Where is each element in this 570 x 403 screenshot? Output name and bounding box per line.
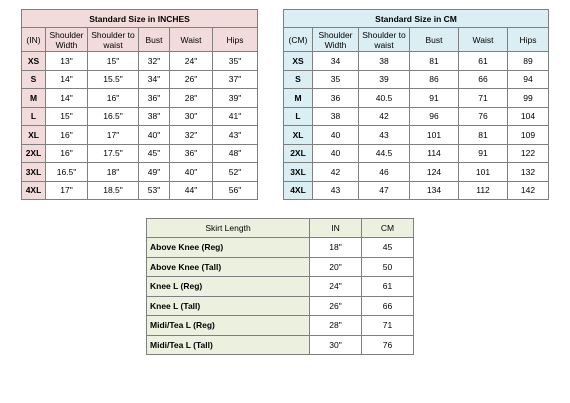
column-header: Waist bbox=[459, 28, 508, 52]
column-header: CM bbox=[362, 219, 414, 238]
size-label: 3XL bbox=[22, 163, 46, 182]
table-cell: 43 bbox=[359, 126, 410, 145]
table-cell: 30" bbox=[310, 335, 362, 355]
table-cell: 15" bbox=[88, 52, 139, 71]
size-label: L bbox=[22, 107, 46, 126]
table-cell: 17" bbox=[46, 181, 88, 200]
table-cell: 109 bbox=[508, 126, 549, 145]
size-label: XS bbox=[22, 52, 46, 71]
table-cell: 44" bbox=[170, 181, 213, 200]
table-cell: 52" bbox=[213, 163, 258, 182]
size-label: 3XL bbox=[284, 163, 313, 182]
table-cell: 124 bbox=[410, 163, 459, 182]
table-cell: 56" bbox=[213, 181, 258, 200]
table-cell: 42 bbox=[313, 163, 359, 182]
skirt-length-label: Midi/Tea L (Reg) bbox=[147, 316, 310, 336]
table-row bbox=[22, 52, 258, 71]
table-row bbox=[147, 296, 414, 316]
table-cell: 43 bbox=[313, 181, 359, 200]
column-header: Skirt Length bbox=[147, 219, 310, 238]
table-row bbox=[147, 335, 414, 355]
table-cell: 48" bbox=[213, 144, 258, 163]
table-cell: 40 bbox=[313, 126, 359, 145]
table-cell: 71 bbox=[459, 89, 508, 108]
table-cell: 18.5" bbox=[88, 181, 139, 200]
table-row bbox=[284, 144, 549, 163]
table-cell: 112 bbox=[459, 181, 508, 200]
table-cell: 53" bbox=[139, 181, 170, 200]
table-cell: 101 bbox=[459, 163, 508, 182]
table-row bbox=[147, 238, 414, 258]
size-label: M bbox=[284, 89, 313, 108]
column-header: Shoulder to waist bbox=[359, 28, 410, 52]
table-cell: 134 bbox=[410, 181, 459, 200]
table-cell: 24" bbox=[170, 52, 213, 71]
table-cell: 114 bbox=[410, 144, 459, 163]
table-cell: 76 bbox=[459, 107, 508, 126]
column-header: Shoulder to waist bbox=[88, 28, 139, 52]
size-label: XL bbox=[22, 126, 46, 145]
table-cell: 66 bbox=[459, 70, 508, 89]
size-label: 4XL bbox=[284, 181, 313, 200]
table-cell: 91 bbox=[410, 89, 459, 108]
table-cell: 18" bbox=[310, 238, 362, 258]
table-cell: 32" bbox=[170, 126, 213, 145]
table-cell: 122 bbox=[508, 144, 549, 163]
size-table-cm bbox=[283, 9, 549, 200]
size-label: S bbox=[22, 70, 46, 89]
table-cell: 45" bbox=[139, 144, 170, 163]
table-cell: 28" bbox=[170, 89, 213, 108]
table-cell: 36" bbox=[139, 89, 170, 108]
table-cell: 71 bbox=[362, 316, 414, 336]
column-header: IN bbox=[310, 219, 362, 238]
table-row bbox=[22, 70, 258, 89]
table-cell: 38" bbox=[139, 107, 170, 126]
size-label: XS bbox=[284, 52, 313, 71]
table-row bbox=[147, 257, 414, 277]
table-cell: 18" bbox=[88, 163, 139, 182]
table-cell: 16" bbox=[46, 126, 88, 145]
table-title: Standard Size in INCHES bbox=[22, 10, 258, 28]
size-label: XL bbox=[284, 126, 313, 145]
table-cell: 61 bbox=[362, 277, 414, 297]
table-cell: 38 bbox=[359, 52, 410, 71]
table-row bbox=[22, 107, 258, 126]
table-row bbox=[284, 52, 549, 71]
column-header: Hips bbox=[213, 28, 258, 52]
table-cell: 49" bbox=[139, 163, 170, 182]
table-cell: 40" bbox=[170, 163, 213, 182]
table-row bbox=[22, 163, 258, 182]
column-header: (CM) bbox=[284, 28, 313, 52]
skirt-length-label: Midi/Tea L (Tall) bbox=[147, 335, 310, 355]
table-cell: 39" bbox=[213, 89, 258, 108]
table-cell: 81 bbox=[459, 126, 508, 145]
table-cell: 42 bbox=[359, 107, 410, 126]
table-cell: 101 bbox=[410, 126, 459, 145]
table-cell: 34" bbox=[139, 70, 170, 89]
table-cell: 142 bbox=[508, 181, 549, 200]
table-row bbox=[284, 126, 549, 145]
table-cell: 26" bbox=[310, 296, 362, 316]
table-row bbox=[147, 277, 414, 297]
column-header: Shoulder Width bbox=[46, 28, 88, 52]
table-cell: 30" bbox=[170, 107, 213, 126]
table-cell: 81 bbox=[410, 52, 459, 71]
table-row bbox=[22, 144, 258, 163]
size-table-inches bbox=[21, 9, 258, 200]
column-header: Waist bbox=[170, 28, 213, 52]
size-label: 2XL bbox=[22, 144, 46, 163]
table-cell: 17.5" bbox=[88, 144, 139, 163]
table-row bbox=[284, 89, 549, 108]
table-cell: 38 bbox=[313, 107, 359, 126]
table-cell: 50 bbox=[362, 257, 414, 277]
table-cell: 40.5 bbox=[359, 89, 410, 108]
table-cell: 86 bbox=[410, 70, 459, 89]
skirt-length-label: Knee L (Tall) bbox=[147, 296, 310, 316]
table-cell: 15.5" bbox=[88, 70, 139, 89]
table-cell: 76 bbox=[362, 335, 414, 355]
table-cell: 35 bbox=[313, 70, 359, 89]
table-cell: 46 bbox=[359, 163, 410, 182]
table-cell: 132 bbox=[508, 163, 549, 182]
size-label: S bbox=[284, 70, 313, 89]
table-cell: 66 bbox=[362, 296, 414, 316]
column-header: Shoulder Width bbox=[313, 28, 359, 52]
table-cell: 104 bbox=[508, 107, 549, 126]
table-row bbox=[22, 181, 258, 200]
table-cell: 24" bbox=[310, 277, 362, 297]
table-cell: 39 bbox=[359, 70, 410, 89]
table-cell: 16.5" bbox=[88, 107, 139, 126]
table-cell: 40 bbox=[313, 144, 359, 163]
table-cell: 43" bbox=[213, 126, 258, 145]
table-cell: 15" bbox=[46, 107, 88, 126]
table-cell: 45 bbox=[362, 238, 414, 258]
table-cell: 14" bbox=[46, 89, 88, 108]
size-label: 2XL bbox=[284, 144, 313, 163]
table-cell: 14" bbox=[46, 70, 88, 89]
table-row bbox=[147, 316, 414, 336]
size-label: L bbox=[284, 107, 313, 126]
table-cell: 13" bbox=[46, 52, 88, 71]
table-cell: 26" bbox=[170, 70, 213, 89]
table-cell: 32" bbox=[139, 52, 170, 71]
table-cell: 36 bbox=[313, 89, 359, 108]
table-cell: 37" bbox=[213, 70, 258, 89]
table-cell: 99 bbox=[508, 89, 549, 108]
skirt-length-label: Above Knee (Tall) bbox=[147, 257, 310, 277]
column-header: Hips bbox=[508, 28, 549, 52]
table-cell: 44.5 bbox=[359, 144, 410, 163]
table-cell: 40" bbox=[139, 126, 170, 145]
table-cell: 91 bbox=[459, 144, 508, 163]
table-row bbox=[22, 89, 258, 108]
table-row bbox=[284, 70, 549, 89]
table-title: Standard Size in CM bbox=[284, 10, 549, 28]
skirt-length-label: Knee L (Reg) bbox=[147, 277, 310, 297]
skirt-length-label: Above Knee (Reg) bbox=[147, 238, 310, 258]
table-cell: 36" bbox=[170, 144, 213, 163]
table-cell: 20" bbox=[310, 257, 362, 277]
table-cell: 16.5" bbox=[46, 163, 88, 182]
size-label: 4XL bbox=[22, 181, 46, 200]
column-header: Bust bbox=[410, 28, 459, 52]
table-cell: 41" bbox=[213, 107, 258, 126]
table-row bbox=[284, 163, 549, 182]
table-row bbox=[284, 107, 549, 126]
table-cell: 16" bbox=[46, 144, 88, 163]
table-cell: 28" bbox=[310, 316, 362, 336]
table-cell: 47 bbox=[359, 181, 410, 200]
table-cell: 61 bbox=[459, 52, 508, 71]
table-cell: 17" bbox=[88, 126, 139, 145]
table-cell: 35" bbox=[213, 52, 258, 71]
table-cell: 16" bbox=[88, 89, 139, 108]
column-header: Bust bbox=[139, 28, 170, 52]
size-label: M bbox=[22, 89, 46, 108]
table-cell: 96 bbox=[410, 107, 459, 126]
table-row bbox=[22, 126, 258, 145]
table-cell: 34 bbox=[313, 52, 359, 71]
column-header: (IN) bbox=[22, 28, 46, 52]
skirt-length-table bbox=[146, 218, 414, 355]
table-cell: 94 bbox=[508, 70, 549, 89]
table-cell: 89 bbox=[508, 52, 549, 71]
table-row bbox=[284, 181, 549, 200]
